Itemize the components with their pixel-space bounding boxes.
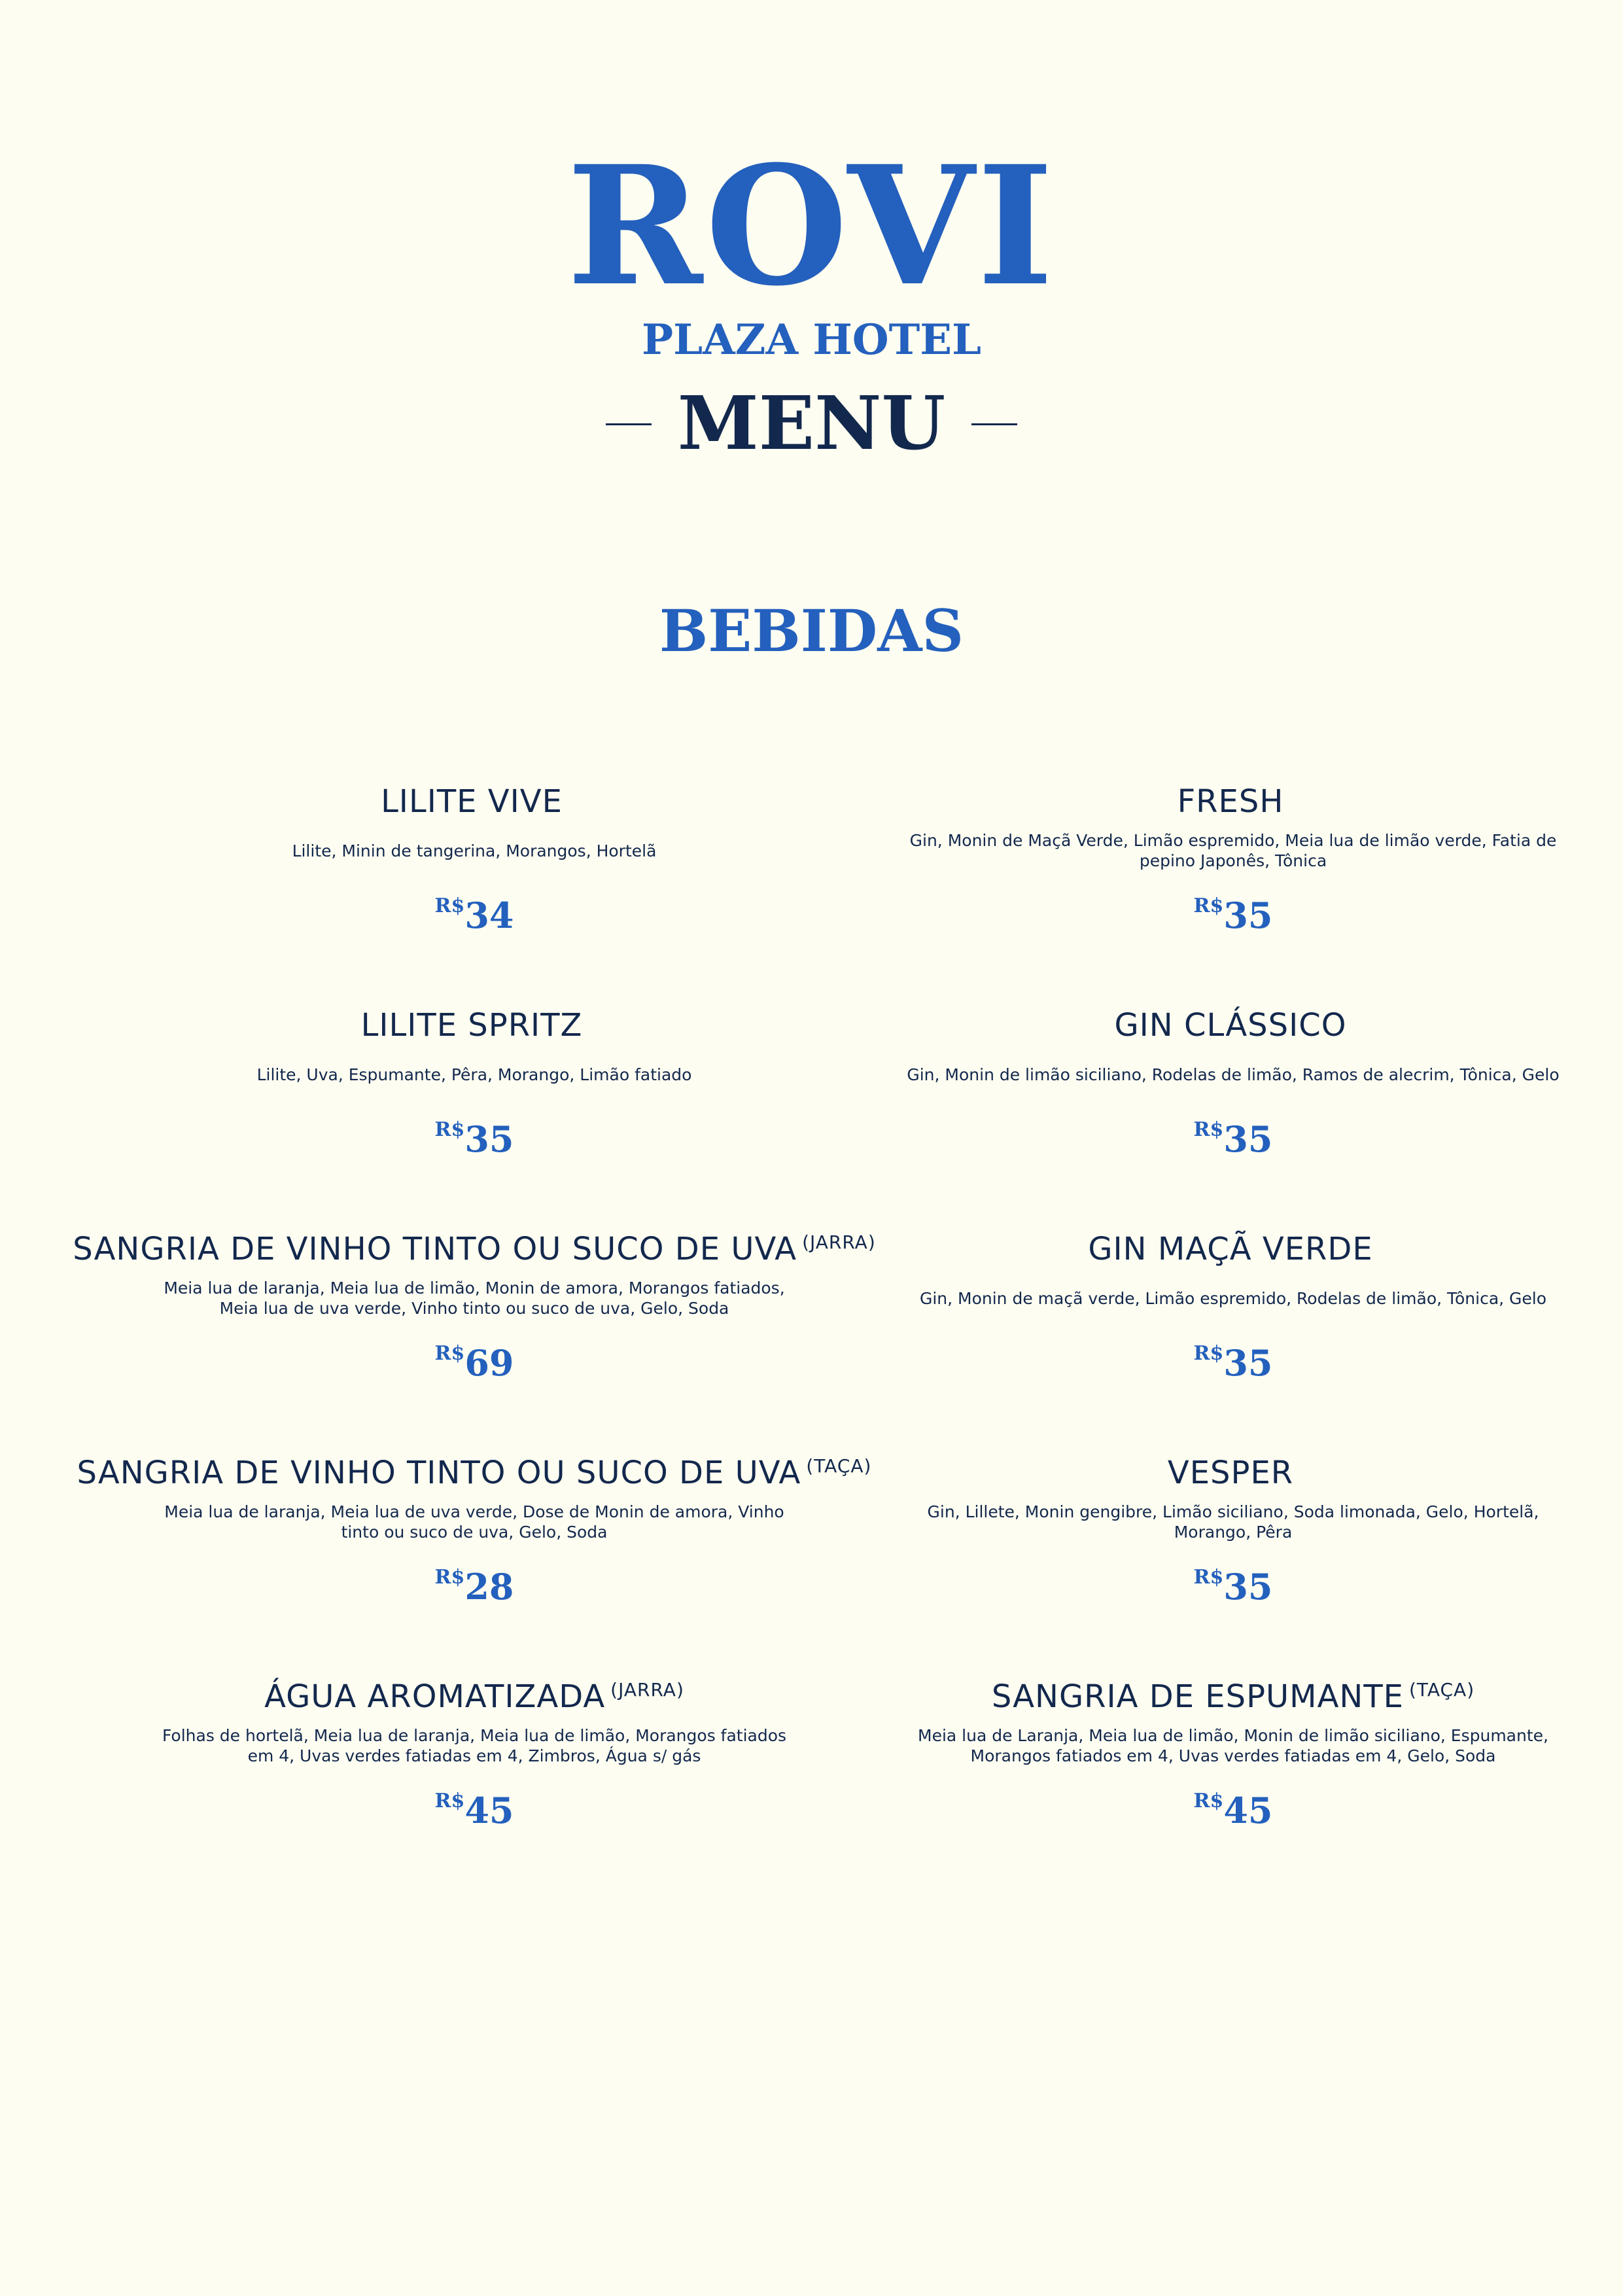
item-name-row [65,772,883,818]
item-description-box [877,818,1590,883]
item-description-box [877,1265,1590,1331]
item-price [65,1778,883,1831]
decorative-line-left [606,423,652,425]
item-price [65,1107,883,1160]
item-description: Gin, Monin de maçã verde, Limão espremido, Rodelas de limão, Tônica, Gelo [919,1288,1547,1308]
item-description: Lilite, Minin de tangerina, Morangos, Hortelã [292,841,657,860]
item-price [65,1555,883,1608]
item-name: SANGRIA DE ESPUMANTE [991,1678,1404,1715]
item-name: VESPER [1167,1455,1294,1491]
item-name-row [877,1667,1590,1713]
menu-item [877,1667,1590,1891]
section-title: BEBIDAS [659,597,964,665]
left-column [65,772,883,1891]
item-description-box [65,1713,883,1778]
item-note: (TAÇA) [1408,1679,1475,1701]
menu-item [65,1220,883,1443]
item-name: GIN MAÇÃ VERDE [1088,1231,1373,1267]
item-description-box [65,1042,883,1107]
price-currency: R$ [434,1118,465,1141]
item-name-row [65,1667,883,1713]
item-name-row [877,1443,1590,1489]
item-price [877,883,1590,936]
item-price [877,1331,1590,1384]
price-amount: 35 [1223,894,1273,936]
item-description: Meia lua de laranja, Meia lua de limão, Monin de amora, Morangos fatiados, Meia lua de uva verde, Vinho tinto ou suco de uva, Gelo, Soda [164,1279,785,1318]
item-note: (JARRA) [610,1679,684,1701]
item-price [65,883,883,936]
item-description-box [65,1265,883,1331]
price-amount: 35 [1223,1342,1273,1384]
item-name-row [877,772,1590,818]
item-name: ÁGUA AROMATIZADA [264,1678,606,1715]
price-amount: 69 [464,1342,514,1384]
price-amount: 45 [1223,1790,1273,1831]
item-price [877,1778,1590,1831]
item-name-row [65,1220,883,1265]
item-description-box [877,1042,1590,1107]
menu-item [877,996,1590,1220]
item-description: Gin, Monin de limão siciliano, Rodelas de limão, Ramos de alecrim, Tônica, Gelo [907,1065,1560,1084]
item-description-box [877,1489,1590,1555]
price-currency: R$ [434,894,465,917]
item-description: Gin, Monin de Maçã Verde, Limão espremido, Meia lua de limão verde, Fatia de pepino Japonês, Tônica [909,831,1557,870]
item-description: Meia lua de Laranja, Meia lua de limão, Monin de limão siciliano, Espumante, Morangos fatiados em 4, Uvas verdes fatiadas em 4, Gelo, Soda [918,1726,1548,1765]
price-currency: R$ [434,1566,465,1589]
brand-subtitle: PLAZA HOTEL [641,315,982,364]
price-currency: R$ [1193,1342,1224,1365]
item-name: SANGRIA DE VINHO TINTO OU SUCO DE UVA [73,1231,797,1267]
item-name: LILITE SPRITZ [360,1007,583,1044]
item-name-row [65,1443,883,1489]
price-currency: R$ [1193,1566,1224,1589]
decorative-line-right [971,423,1017,425]
item-price [877,1107,1590,1160]
menu-item [65,772,883,996]
item-price [877,1555,1590,1608]
menu-item [65,996,883,1220]
item-description-box [65,1489,883,1555]
item-description: Lilite, Uva, Espumante, Pêra, Morango, Limão fatiado [256,1065,692,1084]
menu-item [877,1220,1590,1443]
menu-item [877,772,1590,996]
menu-title: MENU [677,381,946,467]
menu-title-row [0,381,1623,467]
item-name: LILITE VIVE [381,783,563,820]
item-name-row [877,996,1590,1042]
price-amount: 35 [1223,1118,1273,1160]
menu-item [877,1443,1590,1667]
item-name: GIN CLÁSSICO [1114,1007,1347,1044]
brand-logo-text: ROVI [567,130,1056,322]
item-description-box [65,818,883,883]
price-currency: R$ [1193,1118,1224,1141]
item-description: Meia lua de laranja, Meia lua de uva verde, Dose de Monin de amora, Vinho tinto ou suco de uva, Gelo, Soda [164,1502,784,1542]
item-description-box [877,1713,1590,1778]
price-amount: 45 [464,1790,514,1831]
item-price [65,1331,883,1384]
item-name-row [65,996,883,1042]
menu-header [0,130,1623,467]
item-name: SANGRIA DE VINHO TINTO OU SUCO DE UVA [77,1455,801,1491]
item-description: Folhas de hortelã, Meia lua de laranja, Meia lua de limão, Morangos fatiados em 4, Uvas verdes fatiadas em 4, Zimbros, Água s/ gás [162,1726,787,1765]
item-note: (TAÇA) [806,1455,872,1477]
item-description: Gin, Lillete, Monin gengibre, Limão siciliano, Soda limonada, Gelo, Hortelã, Morango, Pêra [927,1502,1539,1542]
right-column [877,772,1590,1891]
price-currency: R$ [1193,894,1224,917]
price-amount: 35 [464,1118,514,1160]
menu-item [65,1443,883,1667]
item-name: FRESH [1177,783,1284,820]
menu-item [65,1667,883,1891]
price-currency: R$ [434,1790,465,1812]
price-currency: R$ [1193,1790,1224,1812]
price-amount: 34 [464,894,514,936]
price-currency: R$ [434,1342,465,1365]
price-amount: 28 [464,1566,514,1608]
item-note: (JARRA) [802,1231,876,1253]
price-amount: 35 [1223,1566,1273,1608]
item-name-row [877,1220,1590,1265]
